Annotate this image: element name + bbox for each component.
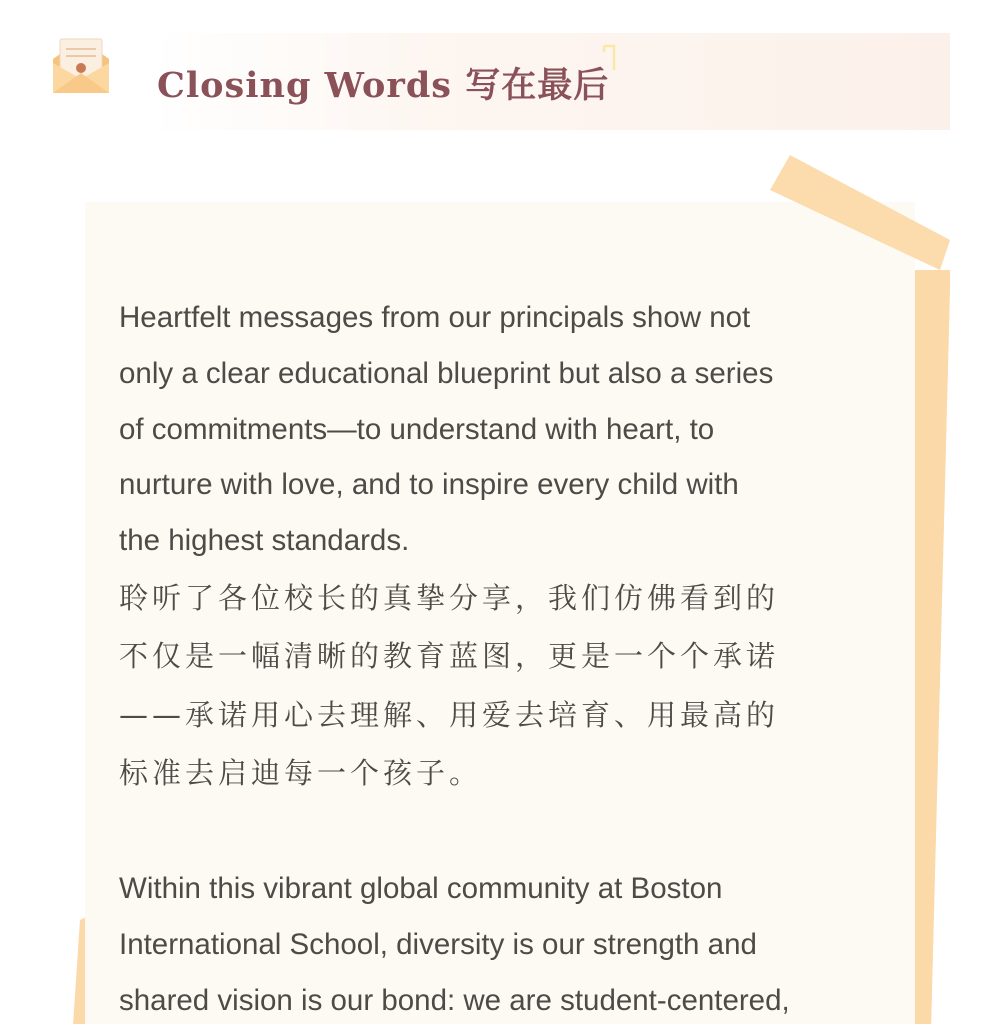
envelope-icon <box>50 33 112 97</box>
corner-bracket-decoration <box>598 44 620 74</box>
paragraph-spacer <box>119 803 879 861</box>
page-title: Closing Words 写在最后 <box>157 65 610 106</box>
paragraph-english-2: Within this vibrant global community at Boston International School, diversity is our strength and shared vision is our bond: we are student-centered, <box>119 871 790 1017</box>
tape-decoration <box>770 155 970 285</box>
paragraph-chinese-1: 聆听了各位校长的真挚分享，我们仿佛看到的 不仅是一幅清晰的教育蓝图，更是一个个承诺 ——承诺用心去理解、用爱去培育、用最高的 标准去启迪每一个孩子。 <box>119 580 780 791</box>
paragraph-english-1: Heartfelt messages from our principals show not only a clear educational blueprint but also a series of commitments—to understand with heart, to nurture with love, and to inspire every child with the highest standards. <box>119 301 774 558</box>
closing-words-body <box>119 290 879 1024</box>
